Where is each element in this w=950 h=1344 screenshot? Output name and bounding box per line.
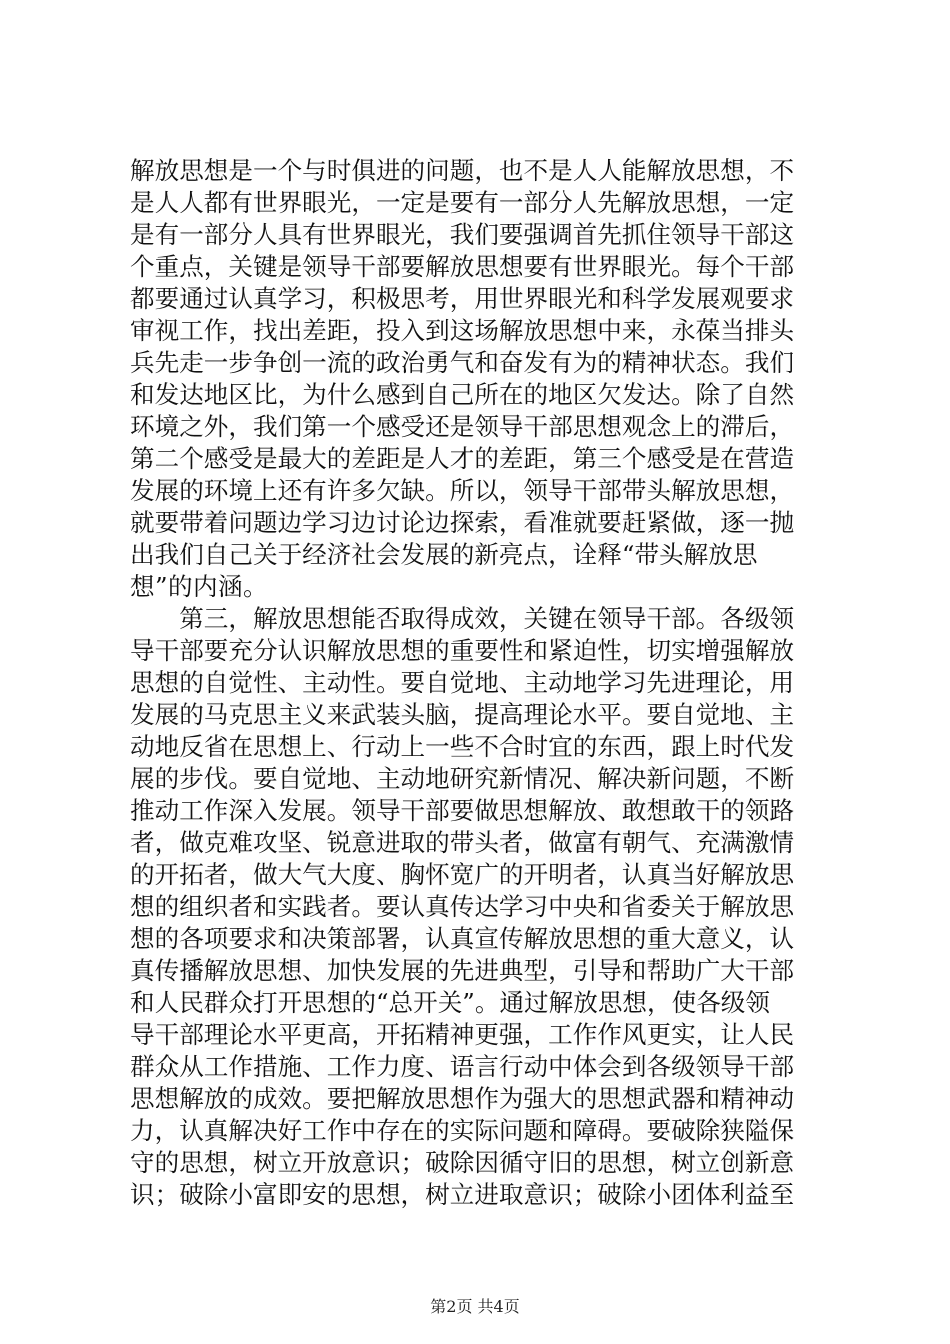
- text-line: 想的组织者和实践者。要认真传达学习中央和省委关于解放思: [130, 892, 795, 921]
- text-line: 思想解放的成效。要把解放思想作为强大的思想武器和精神动: [130, 1084, 795, 1113]
- text-line: 群众从工作措施、工作力度、语言行动中体会到各级领导干部: [130, 1052, 795, 1081]
- text-line: 想”的内涵。: [130, 572, 268, 601]
- document-body: [130, 155, 826, 1211]
- text-line: 第二个感受是最大的差距是人才的差距，第三个感受是在营造: [130, 444, 795, 473]
- text-line: 第三，解放思想能否取得成效，关键在领导干部。各级领: [130, 604, 795, 633]
- text-line: 审视工作，找出差距，投入到这场解放思想中来，永葆当排头: [130, 316, 795, 345]
- text-line: 导干部理论水平更高，开拓精神更强，工作作风更实，让人民: [130, 1020, 795, 1049]
- text-line: 守的思想，树立开放意识；破除因循守旧的思想，树立创新意: [130, 1148, 795, 1177]
- text-line: 是有一部分人具有世界眼光，我们要强调首先抓住领导干部这: [130, 220, 795, 249]
- text-line: 发展的环境上还有许多欠缺。所以，领导干部带头解放思想，: [130, 476, 795, 505]
- text-line: 出我们自己关于经济社会发展的新亮点，诠释“带头解放思: [130, 540, 758, 569]
- text-line: 者，做克难攻坚、锐意进取的带头者，做富有朝气、充满激情: [130, 828, 795, 857]
- text-line: 是人人都有世界眼光，一定是要有一部分人先解放思想，一定: [130, 188, 795, 217]
- text-line: 个重点，关键是领导干部要解放思想要有世界眼光。每个干部: [130, 252, 795, 281]
- text-line: 的开拓者，做大气大度、胸怀宽广的开明者，认真当好解放思: [130, 860, 795, 889]
- text-line: 想的各项要求和决策部署，认真宣传解放思想的重大意义，认: [130, 924, 795, 953]
- text-line: 和人民群众打开思想的“总开关”。通过解放思想，使各级领: [130, 988, 770, 1017]
- text-line: 真传播解放思想、加快发展的先进典型，引导和帮助广大干部: [130, 956, 795, 985]
- text-line: 解放思想是一个与时俱进的问题，也不是人人能解放思想，不: [130, 156, 795, 185]
- text-line: 力，认真解决好工作中存在的实际问题和障碍。要破除狭隘保: [130, 1116, 795, 1145]
- page-footer: 第2页 共4页: [430, 1297, 520, 1316]
- text-line: 识；破除小富即安的思想，树立进取意识；破除小团体利益至: [130, 1180, 795, 1209]
- text-line: 发展的马克思主义来武装头脑，提高理论水平。要自觉地、主: [130, 700, 795, 729]
- text-line: 都要通过认真学习，积极思考，用世界眼光和科学发展观要求: [130, 284, 795, 313]
- text-line: 导干部要充分认识解放思想的重要性和紧迫性，切实增强解放: [130, 636, 795, 665]
- text-line: 和发达地区比，为什么感到自己所在的地区欠发达。除了自然: [130, 380, 795, 409]
- text-line: 推动工作深入发展。领导干部要做思想解放、敢想敢干的领路: [130, 796, 795, 825]
- text-line: 展的步伐。要自觉地、主动地研究新情况、解决新问题，不断: [130, 764, 795, 793]
- text-line: 动地反省在思想上、行动上一些不合时宜的东西，跟上时代发: [130, 732, 795, 761]
- text-line: 兵先走一步争创一流的政治勇气和奋发有为的精神状态。我们: [130, 348, 795, 377]
- text-line: 思想的自觉性、主动性。要自觉地、主动地学习先进理论，用: [130, 668, 795, 697]
- text-line: 就要带着问题边学习边讨论边探索，看准就要赶紧做，逐一抛: [130, 508, 795, 537]
- text-line: 环境之外，我们第一个感受还是领导干部思想观念上的滞后，: [130, 412, 795, 441]
